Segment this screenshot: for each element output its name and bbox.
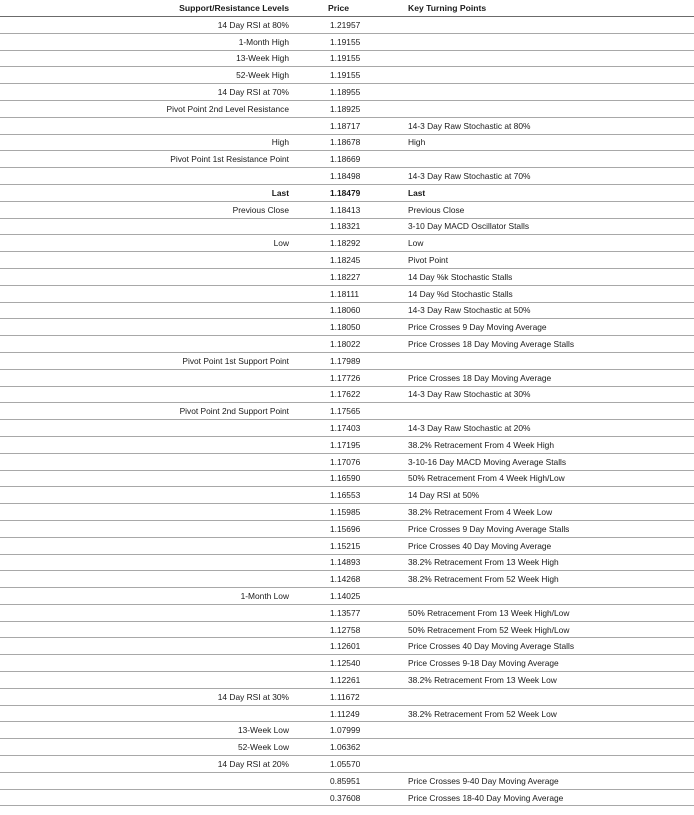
price-cell: 1.18022: [293, 336, 372, 353]
turning-point-cell: [372, 688, 694, 705]
level-cell: [0, 554, 293, 571]
table-body: [0, 17, 694, 806]
price-cell: 1.18321: [293, 218, 372, 235]
level-cell: [0, 420, 293, 437]
header-price: Price: [293, 0, 372, 17]
table-row: [0, 756, 694, 773]
table-row: [0, 386, 694, 403]
level-cell: [0, 386, 293, 403]
turning-point-cell: Price Crosses 9 Day Moving Average: [372, 319, 694, 336]
table-row: [0, 655, 694, 672]
level-cell: 52-Week High: [0, 67, 293, 84]
turning-point-cell: Price Crosses 40 Day Moving Average Stalls: [372, 638, 694, 655]
turning-point-cell: 50% Retracement From 52 Week High/Low: [372, 621, 694, 638]
level-cell: [0, 789, 293, 806]
level-cell: Last: [0, 184, 293, 201]
price-cell: 1.17403: [293, 420, 372, 437]
price-cell: 1.12758: [293, 621, 372, 638]
table-row: [0, 571, 694, 588]
level-cell: 1-Month Low: [0, 588, 293, 605]
turning-point-cell: Price Crosses 18 Day Moving Average: [372, 369, 694, 386]
price-cell: 1.13577: [293, 604, 372, 621]
price-cell: 1.18292: [293, 235, 372, 252]
turning-point-cell: 38.2% Retracement From 4 Week Low: [372, 504, 694, 521]
level-cell: [0, 302, 293, 319]
price-cell: 1.18479: [293, 184, 372, 201]
price-cell: 1.17565: [293, 403, 372, 420]
price-cell: 1.15215: [293, 537, 372, 554]
level-cell: [0, 571, 293, 588]
price-cell: 1.12261: [293, 672, 372, 689]
level-cell: [0, 638, 293, 655]
turning-point-cell: Price Crosses 40 Day Moving Average: [372, 537, 694, 554]
price-cell: 1.06362: [293, 739, 372, 756]
level-cell: 14 Day RSI at 20%: [0, 756, 293, 773]
table-row: [0, 67, 694, 84]
level-cell: [0, 285, 293, 302]
level-cell: [0, 655, 293, 672]
level-cell: [0, 319, 293, 336]
level-cell: Low: [0, 235, 293, 252]
level-cell: [0, 268, 293, 285]
price-cell: 1.18111: [293, 285, 372, 302]
turning-point-cell: Previous Close: [372, 201, 694, 218]
price-cell: 1.12601: [293, 638, 372, 655]
table-row: [0, 520, 694, 537]
turning-point-cell: 50% Retracement From 13 Week High/Low: [372, 604, 694, 621]
turning-point-cell: High: [372, 134, 694, 151]
price-cell: 1.18413: [293, 201, 372, 218]
level-cell: High: [0, 134, 293, 151]
price-cell: 1.19155: [293, 67, 372, 84]
turning-point-cell: Price Crosses 9-40 Day Moving Average: [372, 772, 694, 789]
table-row: [0, 688, 694, 705]
level-cell: 13-Week Low: [0, 722, 293, 739]
table-row: [0, 403, 694, 420]
table-row: [0, 151, 694, 168]
level-cell: [0, 537, 293, 554]
turning-point-cell: 14 Day %d Stochastic Stalls: [372, 285, 694, 302]
price-cell: 1.15696: [293, 520, 372, 537]
price-cell: 1.18925: [293, 100, 372, 117]
price-cell: 1.14893: [293, 554, 372, 571]
turning-point-cell: [372, 151, 694, 168]
turning-point-cell: [372, 739, 694, 756]
header-row: [0, 0, 694, 17]
level-cell: [0, 621, 293, 638]
turning-point-cell: 38.2% Retracement From 13 Week High: [372, 554, 694, 571]
turning-point-cell: 3-10 Day MACD Oscillator Stalls: [372, 218, 694, 235]
turning-point-cell: [372, 352, 694, 369]
table-row: [0, 352, 694, 369]
level-cell: Previous Close: [0, 201, 293, 218]
level-cell: [0, 436, 293, 453]
table-row: [0, 453, 694, 470]
level-cell: [0, 470, 293, 487]
price-cell: 1.17726: [293, 369, 372, 386]
level-cell: 14 Day RSI at 80%: [0, 17, 293, 34]
turning-point-cell: 14-3 Day Raw Stochastic at 50%: [372, 302, 694, 319]
price-cell: 1.19155: [293, 33, 372, 50]
price-cell: 1.21957: [293, 17, 372, 34]
turning-point-cell: 14 Day %k Stochastic Stalls: [372, 268, 694, 285]
level-cell: 14 Day RSI at 70%: [0, 84, 293, 101]
turning-point-cell: [372, 33, 694, 50]
level-cell: [0, 117, 293, 134]
table-row: [0, 336, 694, 353]
price-cell: 1.18050: [293, 319, 372, 336]
turning-point-cell: [372, 17, 694, 34]
table-row: [0, 33, 694, 50]
turning-point-cell: Price Crosses 18-40 Day Moving Average: [372, 789, 694, 806]
turning-point-cell: 14-3 Day Raw Stochastic at 70%: [372, 168, 694, 185]
header-levels: Support/Resistance Levels: [0, 0, 293, 17]
price-cell: 1.18245: [293, 252, 372, 269]
level-cell: [0, 772, 293, 789]
turning-point-cell: 38.2% Retracement From 4 Week High: [372, 436, 694, 453]
price-cell: 1.18227: [293, 268, 372, 285]
table-row: [0, 604, 694, 621]
table-row: [0, 554, 694, 571]
turning-point-cell: Last: [372, 184, 694, 201]
table-row: [0, 772, 694, 789]
turning-point-cell: Low: [372, 235, 694, 252]
level-cell: 14 Day RSI at 30%: [0, 688, 293, 705]
level-cell: Pivot Point 2nd Level Resistance: [0, 100, 293, 117]
price-cell: 1.16590: [293, 470, 372, 487]
table-row: [0, 168, 694, 185]
table-row: [0, 369, 694, 386]
price-cell: 1.17076: [293, 453, 372, 470]
table-row: [0, 789, 694, 806]
table-row: [0, 621, 694, 638]
price-cell: 1.18498: [293, 168, 372, 185]
price-cell: 1.11249: [293, 705, 372, 722]
turning-point-cell: 38.2% Retracement From 52 Week High: [372, 571, 694, 588]
price-cell: 1.18060: [293, 302, 372, 319]
table-row: [0, 17, 694, 34]
turning-point-cell: Price Crosses 9-18 Day Moving Average: [372, 655, 694, 672]
turning-point-cell: 38.2% Retracement From 13 Week Low: [372, 672, 694, 689]
turning-point-cell: [372, 100, 694, 117]
level-cell: [0, 487, 293, 504]
price-cell: 1.17989: [293, 352, 372, 369]
price-cell: 1.15985: [293, 504, 372, 521]
price-cell: 0.85951: [293, 772, 372, 789]
turning-point-cell: [372, 50, 694, 67]
table-row: [0, 268, 694, 285]
table-row: [0, 638, 694, 655]
table-row: [0, 285, 694, 302]
turning-point-cell: Pivot Point: [372, 252, 694, 269]
price-cell: 1.18678: [293, 134, 372, 151]
turning-point-cell: Price Crosses 18 Day Moving Average Stalls: [372, 336, 694, 353]
turning-point-cell: [372, 84, 694, 101]
table-row: [0, 739, 694, 756]
table-row: [0, 100, 694, 117]
table-row: [0, 487, 694, 504]
level-cell: 1-Month High: [0, 33, 293, 50]
level-cell: Pivot Point 1st Resistance Point: [0, 151, 293, 168]
price-cell: 1.14268: [293, 571, 372, 588]
level-cell: [0, 369, 293, 386]
turning-point-cell: 14-3 Day Raw Stochastic at 30%: [372, 386, 694, 403]
table-row: [0, 470, 694, 487]
turning-point-cell: 38.2% Retracement From 52 Week Low: [372, 705, 694, 722]
table-row: [0, 436, 694, 453]
level-cell: [0, 218, 293, 235]
price-cell: 0.37608: [293, 789, 372, 806]
table-row: [0, 588, 694, 605]
turning-point-cell: 14 Day RSI at 50%: [372, 487, 694, 504]
level-cell: Pivot Point 2nd Support Point: [0, 403, 293, 420]
level-cell: [0, 168, 293, 185]
table-row: [0, 117, 694, 134]
level-cell: 13-Week High: [0, 50, 293, 67]
price-cell: 1.17195: [293, 436, 372, 453]
level-cell: [0, 504, 293, 521]
turning-point-cell: Price Crosses 9 Day Moving Average Stalls: [372, 520, 694, 537]
turning-point-cell: [372, 403, 694, 420]
price-cell: 1.17622: [293, 386, 372, 403]
price-cell: 1.11672: [293, 688, 372, 705]
level-cell: [0, 705, 293, 722]
table-row: [0, 420, 694, 437]
price-cell: 1.05570: [293, 756, 372, 773]
table-row: [0, 235, 694, 252]
table-row: [0, 201, 694, 218]
turning-point-cell: 50% Retracement From 4 Week High/Low: [372, 470, 694, 487]
turning-point-cell: [372, 588, 694, 605]
table-row: [0, 252, 694, 269]
price-cell: 1.19155: [293, 50, 372, 67]
price-cell: 1.07999: [293, 722, 372, 739]
price-cell: 1.18955: [293, 84, 372, 101]
level-cell: Pivot Point 1st Support Point: [0, 352, 293, 369]
table-row: [0, 302, 694, 319]
level-cell: [0, 604, 293, 621]
turning-point-cell: 14-3 Day Raw Stochastic at 20%: [372, 420, 694, 437]
level-cell: [0, 520, 293, 537]
table-row: [0, 134, 694, 151]
table-row: [0, 537, 694, 554]
turning-point-cell: [372, 722, 694, 739]
header-turning-points: Key Turning Points: [372, 0, 694, 17]
turning-point-cell: 3-10-16 Day MACD Moving Average Stalls: [372, 453, 694, 470]
table-row: [0, 705, 694, 722]
table-row: [0, 319, 694, 336]
turning-point-cell: [372, 67, 694, 84]
table-row: [0, 504, 694, 521]
table-row: [0, 84, 694, 101]
price-cell: 1.18717: [293, 117, 372, 134]
turning-point-cell: [372, 756, 694, 773]
price-cell: 1.18669: [293, 151, 372, 168]
table-row: [0, 184, 694, 201]
table-row: [0, 722, 694, 739]
level-cell: [0, 453, 293, 470]
price-cell: 1.16553: [293, 487, 372, 504]
table-row: [0, 672, 694, 689]
price-cell: 1.14025: [293, 588, 372, 605]
price-cell: 1.12540: [293, 655, 372, 672]
level-cell: [0, 672, 293, 689]
level-cell: [0, 252, 293, 269]
table-row: [0, 50, 694, 67]
level-cell: 52-Week Low: [0, 739, 293, 756]
level-cell: [0, 336, 293, 353]
table-row: [0, 218, 694, 235]
turning-point-cell: 14-3 Day Raw Stochastic at 80%: [372, 117, 694, 134]
